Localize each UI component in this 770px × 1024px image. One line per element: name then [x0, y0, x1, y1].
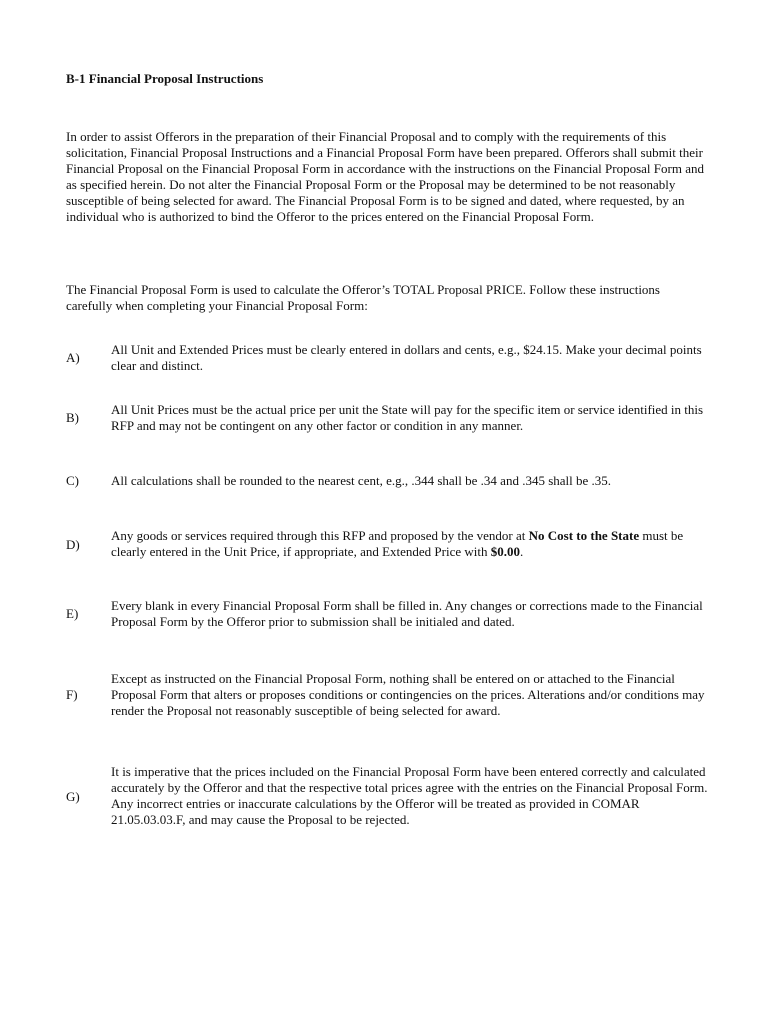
item-line: It is imperative that the prices included on the Financial Proposal Form have been entered correctly and calculated: [111, 764, 706, 779]
item-text-a: [111, 342, 702, 374]
intro-line: susceptible of being selected for award. The Financial Proposal Form is to be signed and dated, where requested, by an: [66, 193, 685, 208]
item-text-e: [111, 598, 703, 630]
item-label-b: B): [66, 410, 79, 425]
item-label-a: A): [66, 350, 80, 365]
intro-line: Financial Proposal on the Financial Proposal Form in accordance with the instructions on the Financial Proposal Form and: [66, 161, 704, 176]
item-label-g: G): [66, 789, 80, 804]
item-text-c: [111, 473, 673, 489]
item-d-text: clearly entered in the Unit Price, if appropriate, and Extended Price with: [111, 544, 491, 559]
zero-price-emphasis: $0.00: [490, 544, 520, 559]
item-line: [111, 528, 684, 544]
document-title: B-1 Financial Proposal Instructions: [66, 71, 264, 86]
item-line: clear and distinct.: [111, 358, 204, 373]
item-d-text: must be: [639, 528, 684, 543]
item-line: Proposal Form that alters or proposes conditions or contingencies on the prices. Alterations and/or conditions may: [111, 687, 705, 702]
item-text-d: [111, 528, 684, 560]
no-cost-emphasis: No Cost to the State: [528, 528, 640, 543]
item-line: Proposal Form by the Offeror prior to submission shall be initialed and dated.: [111, 614, 515, 629]
item-line: Any incorrect entries or inaccurate calculations by the Offeror will be treated as provided in COMAR: [111, 796, 640, 811]
item-label-c: C): [66, 473, 79, 488]
item-line: All Unit Prices must be the actual price per unit the State will pay for the specific item or service identified in this: [111, 402, 704, 417]
item-label-f: F): [66, 687, 78, 702]
item-line: All calculations shall be rounded to the nearest cent, e.g., .344 shall be .34 and .345 shall be .35.: [111, 473, 612, 488]
item-d-text: .: [520, 544, 524, 559]
usage-paragraph: [66, 282, 673, 314]
intro-paragraph: [66, 129, 704, 225]
item-label-e: E): [66, 606, 79, 621]
item-line: 21.05.03.03.F, and may cause the Proposal to be rejected.: [111, 812, 410, 827]
item-line: render the Proposal not reasonably susceptible of being selected for award.: [111, 703, 501, 718]
item-label-d: D): [66, 537, 80, 552]
item-line: accurately by the Offeror and that the respective total prices agree with the entries on the Financial Proposal Form.: [111, 780, 708, 795]
item-line: RFP and may not be contingent on any other factor or condition in any manner.: [111, 418, 524, 433]
item-text-g: [111, 764, 708, 828]
intro-line: solicitation, Financial Proposal Instructions and a Financial Proposal Form have been prepared. Offerors shall submit their: [66, 145, 703, 160]
item-text-f: [111, 671, 705, 719]
item-d-text: Any goods or services required through this RFP and proposed by the vendor at: [111, 528, 529, 543]
item-line: Every blank in every Financial Proposal Form shall be filled in. Any changes or corrections made to the Financial: [111, 598, 703, 613]
intro-line: as specified herein. Do not alter the Financial Proposal Form or the Proposal may be determined to be not reasonably: [66, 177, 676, 192]
intro-line: individual who is authorized to bind the Offeror to the prices entered on the Financial Proposal Form.: [66, 209, 594, 224]
item-line: [111, 544, 673, 560]
usage-line: carefully when completing your Financial Proposal Form:: [66, 298, 368, 313]
item-line: Except as instructed on the Financial Proposal Form, nothing shall be entered on or attached to the Financial: [111, 671, 675, 686]
item-line: All Unit and Extended Prices must be clearly entered in dollars and cents, e.g., $24.15. Make your decimal points: [111, 342, 702, 357]
intro-line: In order to assist Offerors in the preparation of their Financial Proposal and to comply with the requirements of this: [66, 129, 667, 144]
item-text-b: [111, 402, 704, 434]
usage-line: The Financial Proposal Form is used to calculate the Offeror’s TOTAL Proposal PRICE. Follow these instructions: [66, 282, 660, 297]
